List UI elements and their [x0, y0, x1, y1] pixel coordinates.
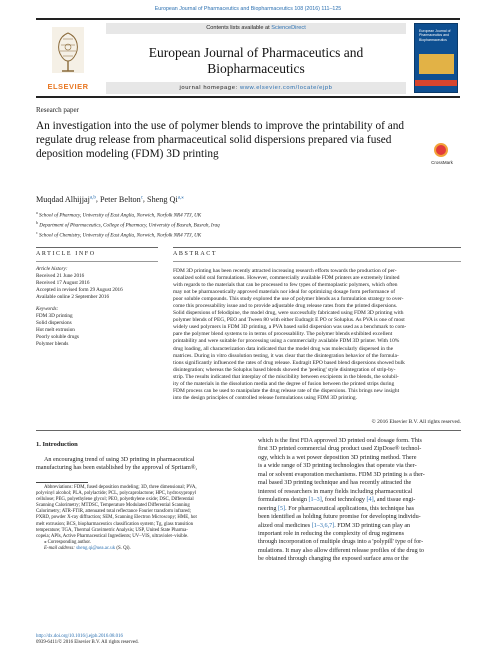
article-history: [36, 266, 158, 301]
affiliations: [36, 210, 456, 240]
doi-link[interactable]: http://dx.doi.org/10.1016/j.ejpb.2016.08.016: [36, 634, 123, 639]
body-line: which is the first FDA approved 3D printed oral dosage form. This: [258, 438, 422, 444]
abstract-line: ity of the materials in the dissolution media and the degree of fusion between the printed strips during: [173, 380, 395, 387]
cover-band: [415, 80, 457, 86]
journal-banner: [36, 18, 460, 98]
abstract-heading: ABSTRACT: [173, 251, 218, 257]
divider: [173, 247, 461, 248]
cover-artwork: [419, 54, 454, 74]
abstract-line: into the design principles of controlled release formulations using FDM 3D printing.: [173, 394, 357, 401]
abstract-line: pare the polymer blend systems to in terms of processability. The polymer blends exhibited excellent: [173, 331, 393, 338]
body-line: is a wide range of 3D printing technologies that operate via ther-: [258, 463, 417, 470]
article-title: An investigation into the use of polymer blends to improve the printability of and regulate drug release from pharmaceutical solid dispersions prepared via fused deposition modeling (FDM) 3D printing: [36, 120, 405, 160]
body-line: be obtained through changing the exposed surface area or the: [258, 556, 409, 563]
keyword: Solid dispersions: [36, 319, 72, 326]
body-line: An encouraging trend of using 3D printing in pharmaceutical: [44, 457, 195, 463]
body-line: mal based 3D printing technique and has recently attracted the: [258, 480, 412, 487]
author[interactable]: Muqdad Alhijjaj$^{a,b}$: [36, 194, 96, 204]
abstract-line: with regards to the materials that can be processed to few types of thermoplastic polymers, which often: [173, 282, 398, 289]
footnote-line: Calorimetry; ATR-FTIR, attenuated total reflectance Fourier transform infrared;: [36, 509, 191, 515]
corresponding-author: ⁎ Corresponding author.: [44, 539, 91, 545]
abstract-line: tions significantly influenced the rates of drug release. Eudragit EPO based blend dispersions showed bulk: [173, 359, 405, 366]
body-line: through incorporation of multiple drugs into a 'polypill' type of for-: [258, 539, 424, 546]
homepage-prefix: journal homepage:: [179, 85, 240, 91]
body-line: interest of researchers in many fields including pharmaceutical: [258, 488, 413, 495]
email-line: E-mail address: sheng.qi@uea.ac.uk (S. Qi).: [44, 545, 131, 551]
author[interactable]: Sheng $Qi^{a,⁎}$: [147, 194, 184, 204]
affiliation: $^a$ School of Pharmacy, University of East Anglia, Norwich, Norfolk NR4 7TJ, UK: [36, 211, 202, 219]
divider: [36, 430, 461, 431]
divider: [36, 261, 158, 262]
journal-cover-image: [414, 23, 458, 93]
footnote-line: polyvinyl alcohol; PLA, polylactide; PCL, polycaprolactone; HPC, hydroxypropyl: [36, 491, 197, 497]
body-line: manufacturing has been established by the approval of Spritam®,: [36, 465, 198, 472]
elsevier-logo: [36, 23, 100, 91]
body-line: first 3D printed commercial drug product used ZipDose® technol-: [258, 446, 422, 453]
footnote-line: PXRD, powder X-ray diffraction; SEM, Scanning Electron Microscopy; HME, hot: [36, 515, 197, 521]
body-line: mulations. It may also allow different release profiles of the drug to: [258, 547, 424, 554]
crossmark-icon: [434, 143, 448, 157]
citation-link[interactable]: [1–3]: [308, 497, 322, 504]
abstract-line: strip. The results indicated that interplay of the miscibility between excipients in the blends, the solubil-: [173, 373, 399, 380]
abstract-line: poor soluble compounds. This study explored the use of polymer blends as a formulation strategy to over-: [173, 296, 404, 303]
affiliation: $^b$ Department of Pharmaceutics, College of Pharmacy, University of Basrah, Basrah, Iraq: [36, 220, 220, 229]
footnote-line: Scanning Calorimetry; MTDSC, Temperature Modulated Differential Scanning: [36, 503, 190, 509]
intro-paragraph: [36, 456, 246, 473]
footnote-line: melt extrusion; BCS, biopharmaceutics classification system; Tg, glass transition: [36, 521, 194, 527]
history-item: Available online 2 September 2016: [36, 293, 110, 300]
author-list: Muqdad Alhijjaj$^{a,b}$, Peter Belton$^c$, Sheng $Qi^{a,⁎}$: [36, 194, 184, 204]
history-item: Received 21 June 2016: [36, 272, 85, 279]
abstract-line: sonalized solid oral formulations. However, commercially available FDM printers are extremely limited: [173, 275, 400, 282]
article-type: Research paper: [36, 106, 79, 114]
keyword: FDM 3D printing: [36, 312, 73, 319]
right-column-text: [258, 437, 461, 564]
divider: [36, 247, 158, 248]
keyword: Poorly soluble drugs: [36, 333, 79, 340]
body-line: important role in reducing the complexity of drug regimens: [258, 530, 404, 537]
footnote-line: temperature; TGA, Thermal Gravimetric Analysis; USP, United State Pharma-: [36, 527, 188, 533]
citation-link[interactable]: [4]: [366, 497, 374, 504]
citation-link[interactable]: [5]: [277, 505, 286, 512]
keyword: Polymer blends: [36, 340, 69, 347]
history-heading: Article history:: [36, 266, 68, 272]
body-line: formulations design [1–3], food technology [4], and tissue engi-: [258, 497, 416, 504]
page-footer: [36, 634, 246, 646]
abstract-line: come this processability issue and to provide adjustable drug release rates from the printed dispersions.: [173, 303, 398, 310]
author[interactable]: Peter Belton$^c$: [99, 194, 143, 204]
issn-line: 0939-6411/© 2016 Elsevier B.V. All rights reserved.: [36, 640, 139, 646]
abbreviations-footnote: [36, 485, 246, 552]
article-info-heading: ARTICLE INFO: [36, 251, 96, 257]
keywords: [36, 306, 158, 347]
body-line: ogy, which is a wet power deposition 3D printing method. There: [258, 454, 417, 461]
email-link[interactable]: sheng.qi@uea.ac.uk: [76, 545, 116, 551]
journal-name: European Journal of Pharmaceutics and Biopharmaceutics: [148, 45, 364, 76]
contents-prefix: Contents lists available at: [206, 25, 272, 31]
abstract-line: drug loading, all characterization data indicated that the model drug was molecularly dispersed in the: [173, 345, 393, 352]
abstract-text: [173, 268, 461, 402]
abstract-line: FDM process can be used to manipulate the drug release rate of the dispersions. This brings new insight: [173, 387, 400, 394]
body-line: alized oral medicines [1–3,6,7]. FDM 3D printing can play an: [258, 522, 411, 529]
history-item: Received 17 August 2016: [36, 279, 90, 286]
keywords-heading: Keywords:: [36, 306, 59, 312]
affiliation: $^c$ School of Chemistry, University of East Anglia, Norwich, Norfolk NR4 7TJ, UK: [36, 230, 202, 239]
section-heading: 1. Introduction: [36, 441, 78, 448]
abstract-copyright: © 2016 Elsevier B.V. All rights reserved.: [371, 419, 461, 425]
keyword: Hot melt extrusion: [36, 326, 75, 333]
body-line: mal or solvent evaporation mechanisms. FDM 3D printing is a ther-: [258, 471, 425, 478]
elsevier-tree-icon: [52, 27, 84, 73]
citation-link[interactable]: [1–3,6,7]: [311, 522, 335, 529]
footnote-line: cellulose; PEG, polyethylene glycol; PEO, polyethylene oxide; DSC, Differential: [36, 497, 194, 503]
cover-title: European Journal of Pharmaceutics and Biopharmaceutics: [419, 29, 451, 42]
crossmark-label: CrossMark: [431, 160, 453, 165]
homepage-link[interactable]: www.elsevier.com/locate/ejpb: [239, 85, 333, 91]
abstract-line: may not be pharmaceutically approved materials nor ideal for optimizing dosage form performance of: [173, 289, 396, 296]
abstract-line: FDM 3D printing has been recently attracted increasing research efforts towards the production of per-: [173, 268, 397, 274]
running-head: European Journal of Pharmaceutics and Biopharmaceutics 108 (2016) 111–125: [154, 6, 342, 12]
publisher-name: ELSEVIER: [47, 82, 89, 91]
footnote-rule: [36, 482, 88, 483]
body-line: been identified as holding future promise for developing individu-: [258, 514, 421, 521]
abstract-line: matrices. During in vitro dissolution testing, it was clear that the disintegration behavior of the formula-: [173, 352, 399, 359]
abstract-line: polymer blends of PEG, PEO and Tween 80 with either Eudragit E PO or Soluplus. As PVA is one of most: [173, 317, 405, 324]
abstract-line: printability and were suitable for processing using a commercially available FDM 3D printer. With 10%: [173, 338, 400, 345]
history-item: Accepted in revised form 29 August 2016: [36, 286, 123, 293]
contents-bar: [106, 23, 406, 34]
footnote-line: copeia; APIs, Active Pharmaceutical Ingredients; UV–VIS, ultraviolet–visible.: [36, 533, 189, 539]
homepage-bar: [106, 82, 406, 94]
abstract-line: disintegration; whereas the Soluplus based blends showed the 'peeling' style disintegration of strip-by-: [173, 366, 396, 373]
body-line: neering [5]. For pharmaceutical applications, this technique has: [258, 505, 415, 512]
abstract-line: widely used polymers in FDM 3D printing, a PVA based solid dispersion was used as a benchmark to com-: [173, 324, 407, 331]
divider: [173, 261, 461, 262]
crossmark-badge[interactable]: [421, 143, 463, 169]
footnote-line: Abbreviations: FDM, fused deposition modeling; 3D, three dimensional; PVA,: [44, 485, 197, 490]
abstract-line: Solid dispersions of felodipine, the model drug, were successfully fabricated using FDM 3D printing with: [173, 310, 404, 317]
sciencedirect-link[interactable]: ScienceDirect: [271, 25, 306, 31]
